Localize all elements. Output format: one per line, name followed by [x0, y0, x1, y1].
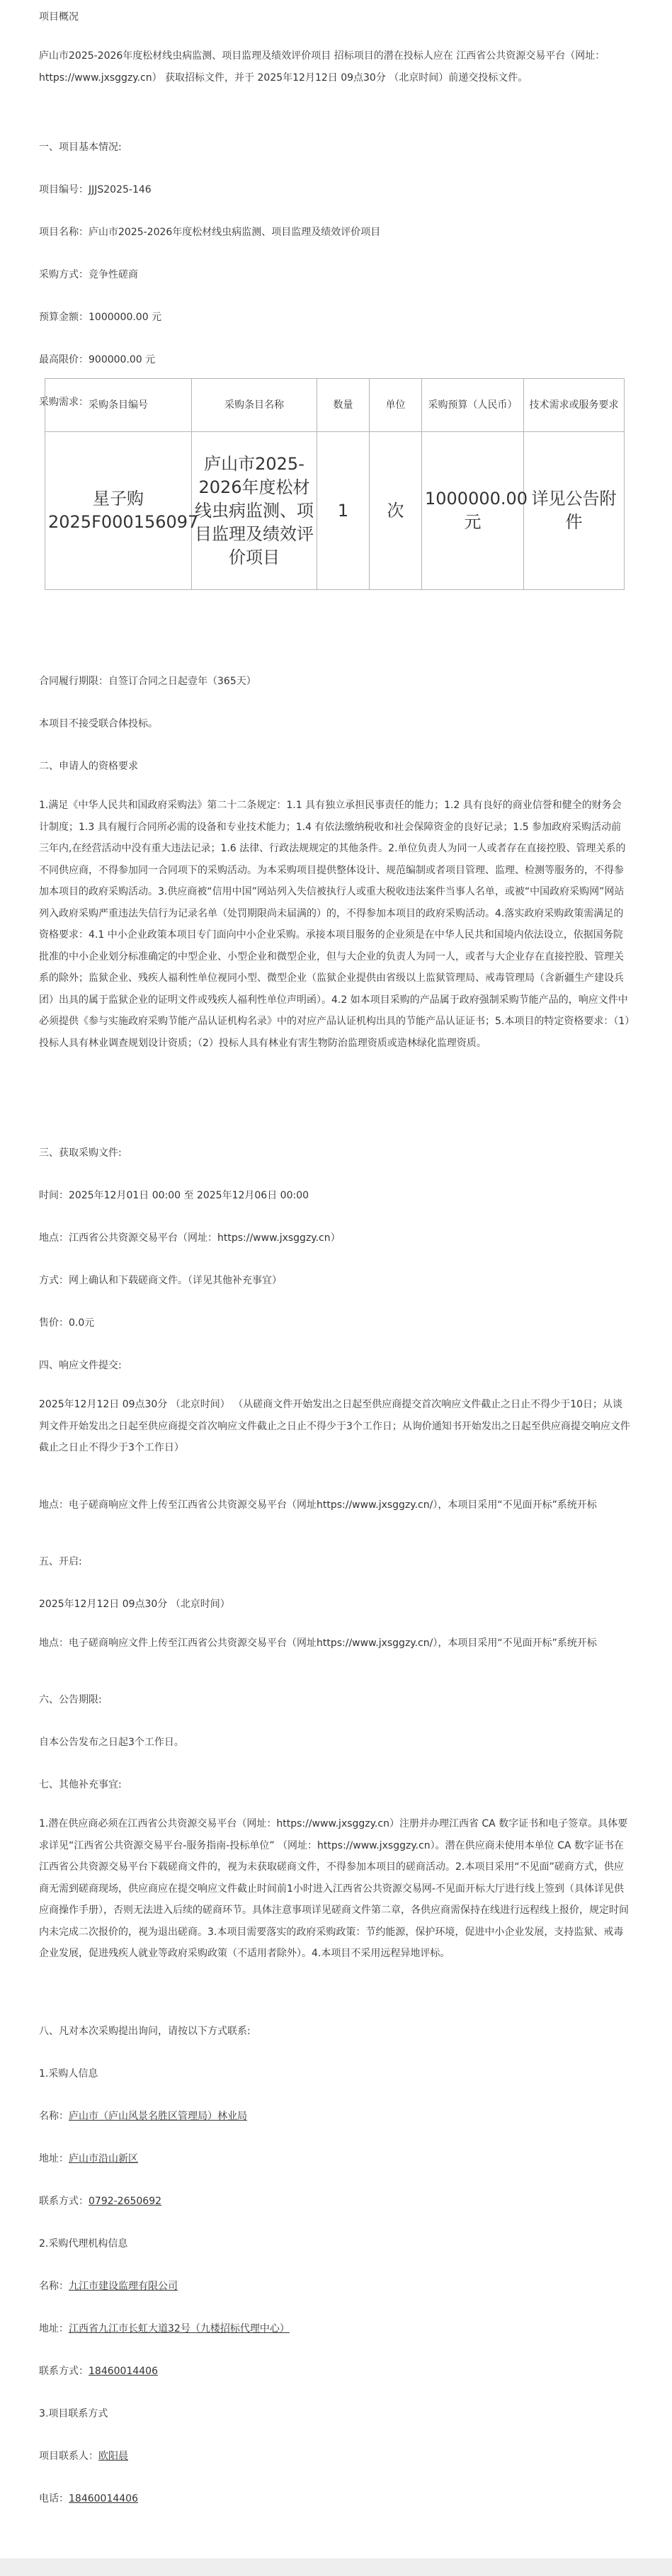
agency-info-title: 2.采购代理机构信息: [39, 2238, 128, 2249]
project-person-row: [39, 2449, 128, 2463]
table-header-cell: 数量: [317, 379, 370, 432]
quantity-cell: 1: [317, 432, 370, 590]
agency-address: 江西省九江市长虹大道32号（九楼招标代理中心）: [69, 2323, 290, 2334]
acquire-way: 方式：网上确认和下载磋商文件。（详见其他补充事宜）: [39, 1275, 282, 1286]
requirement-label: 采购需求：: [39, 397, 89, 408]
buyer-contact-label: 联系方式：: [39, 2196, 89, 2207]
max-price: 最高限价：900000.00 元: [39, 354, 156, 365]
table-header-row: [45, 379, 625, 432]
contract-term: 合同履行期限：自签订合同之日起壹年（365天）: [39, 676, 256, 687]
section-6-heading: 六、公告期限:: [39, 1694, 102, 1706]
section-7-heading: 七、其他补充事宜:: [39, 1779, 122, 1791]
unit-cell: 次: [370, 432, 422, 590]
project-phone-row: [39, 2492, 138, 2506]
buyer-info-title: 1.采购人信息: [39, 2068, 98, 2079]
budget-amount: 预算金额：1000000.00 元: [39, 312, 162, 323]
buyer-contact: 0792-2650692: [89, 2196, 162, 2207]
table-header-cell: 采购条目名称: [192, 379, 317, 432]
table-header-cell: 单位: [370, 379, 422, 432]
agency-name-label: 名称：: [39, 2281, 69, 2292]
consortium-note: 本项目不接受联合体投标。: [39, 718, 158, 730]
buyer-name-row: [39, 2109, 247, 2123]
buyer-name: 庐山市（庐山风景名胜区管理局）林业局: [69, 2111, 247, 2122]
overview-heading: 项目概况: [39, 11, 79, 23]
overview-body: 庐山市2025-2026年度松材线虫病监测、项目监理及绩效评价项目 招标项目的潜在投标人应在 江西省公共资源交易平台（网址：https://www.jxsggzy.cn） 获取招标文件，并于 2025年12月12日 09点30分 （北京时间）前递交投标文件。: [39, 50, 605, 84]
project-name: 项目名称：庐山市2025-2026年度松材线虫病监测、项目监理及绩效评价项目: [39, 227, 381, 238]
buyer-address-label: 地址：: [39, 2153, 69, 2164]
submission-place: 地点：电子磋商响应文件上传至江西省公共资源交易平台（网址https://www.jxsggzy.cn/），本项目采用“不见面开标”系统开标: [39, 1499, 597, 1511]
section-4-heading: 四、响应文件提交:: [39, 1360, 122, 1371]
item-name-cell: 庐山市2025-2026年度松材线虫病监测、项目监理及绩效评价项目: [192, 432, 317, 590]
agency-name-row: [39, 2279, 178, 2293]
section-1-heading: 一、项目基本情况:: [39, 142, 122, 153]
buyer-address-row: [39, 2152, 138, 2166]
agency-name: 九江市建设监理有限公司: [69, 2281, 178, 2292]
budget-cell: 1000000.00元: [422, 432, 524, 590]
agency-address-label: 地址：: [39, 2323, 69, 2334]
requirement-table: [45, 378, 625, 590]
requirement-cell: 详见公告附件: [524, 432, 625, 590]
project-contact-title: 3.项目联系方式: [39, 2408, 108, 2419]
project-number: 项目编号：JJJS2025-146: [39, 184, 152, 195]
agency-contact-row: [39, 2364, 158, 2378]
project-person: 欧阳晨: [98, 2451, 128, 2462]
acquire-place: 地点：江西省公共资源交易平台（网址：https://www.jxsggzy.cn）: [39, 1232, 341, 1244]
section-2-heading: 二、申请人的资格要求: [39, 761, 138, 772]
opening-time: 2025年12月12日 09点30分 （北京时间）: [39, 1599, 230, 1610]
qualification-body: 1.满足《中华人民共和国政府采购法》第二十二条规定：1.1 具有独立承担民事责任的能力；1.2 具有良好的商业信誉和健全的财务会计制度；1.3 具有履行合同所必需的设备和专业技术能力；1.4 有依法缴纳税收和社会保障资金的良好记录；1.5 参加政府采购活动前三年内,在经营活动中没有重大违法记录；1.6 法律、行政法规规定的其他条件。2.单位负责人为同一人或者存在直接控股、管理关系的不同供应商，不得参加同一合同项下的采购活动。为本采购项目提供整体设计、规范编制或者项目管理、监理、检测等服务的，不得参加本项目的政府采购活动。3.供应商被“信用中国”网站列入失信被执行人或重大税收违法案件当事人名单，或被“中国政府采购网”网站列入政府采购严重违法失信行为记录名单（处罚期限尚未届满的）的，不得参加本项目的政府采购活动。4.落实政府采购政策需满足的资格要求：4.1 中小企业政策本项目专门面向中小企业采购。承接本项目服务的企业须是在中华人民共和国境内依法设立，依据国务院批准的中小企业划分标准确定的中型企业、小型企业和微型企业，但与大企业的负责人为同一人，或者与大企业存在直接控股、管理关系的除外；监狱企业、残疾人福利性单位视同小型、微型企业（监狱企业提供由省级以上监狱管理局、戒毒管理局（含新疆生产建设兵团）出具的属于监狱企业的证明文件或残疾人福利性单位声明函）。4.2 如本项目采购的产品属于政府强制采购节能产品的，响应文件中必须提供《参与实施政府采购节能产品认证机构名录》中的对应产品认证机构出具的节能产品认证证书；5.本项目的特定资格要求：（1）投标人具有林业调查规划设计资质；（2）投标人具有林业有害生物防治监理资质或造林绿化监理资质。: [39, 800, 630, 1049]
buyer-address: 庐山市沿山新区: [69, 2153, 138, 2164]
agency-contact-label: 联系方式：: [39, 2366, 89, 2377]
table-row: [45, 432, 625, 590]
section-5-heading: 五、开启:: [39, 1556, 82, 1567]
table-header-cell: 采购预算（人民币）: [422, 379, 524, 432]
item-number-cell: 星子购2025F000156097: [45, 432, 192, 590]
buyer-name-label: 名称：: [39, 2111, 69, 2122]
agency-contact: 18460014406: [89, 2366, 158, 2377]
project-person-label: 项目联系人：: [39, 2451, 98, 2462]
table-header-cell: 采购条目编号: [45, 379, 192, 432]
submission-time: 2025年12月12日 09点30分 （北京时间） （从磋商文件开始发出之日起至供应商提交首次响应文件截止之日止不得少于10日；从谈判文件开始发出之日起至供应商提交首次响应文件截止之日止不得少于3个工作日；从询价通知书开始发出之日起至供应商提交响应文件截止之日止不得少于3个工作日）: [39, 1399, 630, 1453]
bottom-bar: [0, 2558, 672, 2576]
table-header-cell: 技术需求或服务要求: [524, 379, 625, 432]
supplementary-body: 1.潜在供应商必须在江西省公共资源交易平台（网址：https://www.jxsggzy.cn）注册并办理江西省 CA 数字证书和电子签章。具体要求详见“江西省公共资源交易平台-服务指南-投标单位” （网址：https://www.jxsggzy.cn）。潜在供应商未使用本单位 CA 数字证书在江西省公共资源交易平台下载磋商文件的，视为未获取磋商文件，不得参加本项目的磋商活动。2.本项目采用“不见面”磋商方式，供应商无需到磋商现场，供应商应在提交响应文件截止时间前1小时进入江西省公共资源交易网-不见面开标大厅进行线上签到（具体详见供应商操作手册），否则无法进入后续的磋商环节。具体注意事项详见磋商文件第二章，各供应商需保持在线进行远程线上报价，规定时间内未完成二次报价的，视为退出磋商。3.本项目需要落实的政府采购政策：节约能源，保护环境，促进中小企业发展，支持监狱、戒毒企业发展，促进残疾人就业等政府采购政策（不适用者除外）。4.本项目不采用远程异地评标。: [39, 1818, 629, 1959]
project-phone-label: 电话：: [39, 2493, 69, 2504]
section-3-heading: 三、获取采购文件:: [39, 1147, 122, 1159]
buyer-contact-row: [39, 2194, 161, 2208]
procurement-method: 采购方式：竞争性磋商: [39, 269, 138, 280]
notice-period: 自本公告发布之日起3个工作日。: [39, 1737, 184, 1748]
acquire-time: 时间：2025年12月01日 00:00 至 2025年12月06日 00:00: [39, 1190, 309, 1201]
agency-address-row: [39, 2322, 290, 2336]
opening-place: 地点：电子磋商响应文件上传至江西省公共资源交易平台（网址https://www.jxsggzy.cn/），本项目采用“不见面开标”系统开标: [39, 1638, 597, 1649]
document-price: 售价：0.0元: [39, 1317, 95, 1329]
project-phone: 18460014406: [69, 2493, 138, 2504]
section-8-heading: 八、凡对本次采购提出询问，请按以下方式联系:: [39, 2026, 251, 2037]
